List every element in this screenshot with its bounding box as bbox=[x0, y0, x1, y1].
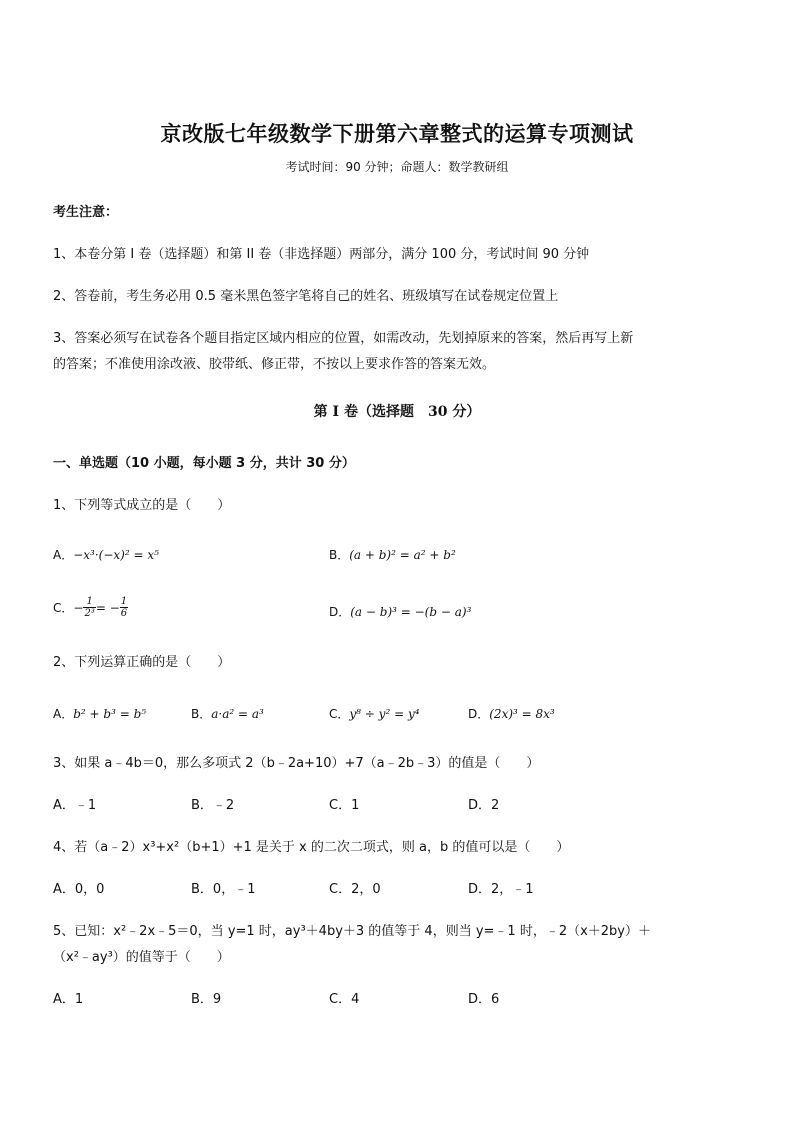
question-3-option-c: C．1 bbox=[329, 798, 360, 813]
option-label: A． bbox=[53, 707, 74, 721]
option-expression: b² + b³ = b⁵ bbox=[73, 707, 147, 721]
option-prefix: − bbox=[73, 601, 84, 615]
option-expression: −x³·(−x)² = x⁵ bbox=[73, 548, 159, 562]
fraction-numerator: 1 bbox=[83, 596, 95, 608]
option-label: C． bbox=[53, 601, 74, 615]
question-1-option-d bbox=[329, 601, 471, 620]
section-title: 第 I 卷（选择题 30 分） bbox=[313, 404, 481, 420]
question-4-option-a: A．0，0 bbox=[53, 882, 105, 897]
option-label: C． bbox=[329, 707, 350, 721]
question-1-option-a bbox=[53, 544, 159, 563]
fraction-right bbox=[120, 596, 128, 619]
option-label: A． bbox=[53, 548, 74, 562]
question-3-stem: 3、如果 a﹣4b＝0，那么多项式 2（b﹣2a+10）+7（a﹣2b﹣3）的值是（ ） bbox=[53, 756, 540, 771]
question-1-option-c bbox=[53, 596, 128, 619]
question-2-option-b bbox=[191, 703, 264, 722]
option-label: B． bbox=[191, 707, 212, 721]
question-1-stem: 1、下列等式成立的是（ ） bbox=[53, 498, 231, 513]
fraction-denominator: 6 bbox=[120, 608, 128, 619]
question-1-option-b bbox=[329, 544, 456, 563]
notice-item-3: 3、答案必须写在试卷各个题目指定区域内相应的位置，如需改动，先划掉原来的答案，然后再写上新 bbox=[53, 331, 634, 346]
part-heading: 一、单选题（10 小题，每小题 3 分，共计 30 分） bbox=[53, 456, 355, 471]
fraction-left bbox=[83, 596, 95, 619]
option-expression: (a + b)² = a² + b² bbox=[349, 548, 456, 562]
question-4-option-c: C．2，0 bbox=[329, 882, 381, 897]
notice-item-2: 2、答卷前，考生务必用 0.5 毫米黑色签字笔将自己的姓名、班级填写在试卷规定位置上 bbox=[53, 289, 559, 304]
question-2-option-c bbox=[329, 703, 420, 722]
option-expression: (2x)³ = 8x³ bbox=[489, 707, 555, 721]
fraction-numerator: 1 bbox=[120, 596, 128, 607]
page-title: 京改版七年级数学下册第六章整式的运算专项测试 bbox=[160, 121, 634, 146]
question-3-option-d: D．2 bbox=[468, 798, 500, 813]
notice-item-1: 1、本卷分第 I 卷（选择题）和第 II 卷（非选择题）两部分，满分 100 分，考试时间 90 分钟 bbox=[53, 247, 590, 262]
question-5-option-c: C．4 bbox=[329, 992, 360, 1007]
question-2-option-a bbox=[53, 703, 146, 722]
option-middle: = − bbox=[95, 601, 120, 615]
question-4-option-d: D．2，﹣1 bbox=[468, 882, 534, 897]
question-3-option-b: B．﹣2 bbox=[191, 798, 235, 813]
question-4-stem: 4、若（a﹣2）x³+x²（b+1）+1 是关于 x 的二次二项式，则 a，b 的值可以是（ ） bbox=[53, 840, 570, 855]
notice-item-3-cont: 的答案；不准使用涂改液、胶带纸、修正带，不按以上要求作答的答案无效。 bbox=[53, 357, 496, 372]
question-5-option-b: B．9 bbox=[191, 992, 222, 1007]
question-4-option-b: B．0，﹣1 bbox=[191, 882, 256, 897]
option-expression: y⁸ ÷ y² = y⁴ bbox=[349, 707, 420, 721]
question-2-stem: 2、下列运算正确的是（ ） bbox=[53, 655, 231, 670]
option-label: B． bbox=[329, 548, 350, 562]
question-2-option-d bbox=[468, 703, 555, 722]
question-5-option-d: D．6 bbox=[468, 992, 500, 1007]
notice-heading: 考生注意： bbox=[53, 205, 119, 220]
question-5-stem-line-1: 5、已知：x²﹣2x﹣5＝0，当 y=1 时，ay³＋4by＋3 的值等于 4，则当 y=﹣1 时，﹣2（x＋2by）＋ bbox=[53, 924, 652, 939]
exam-info: 考试时间：90 分钟；命题人：数学教研组 bbox=[285, 160, 509, 174]
option-expression: (a − b)³ = −(b − a)³ bbox=[350, 605, 472, 619]
option-label: D． bbox=[468, 707, 490, 721]
option-label: D． bbox=[329, 605, 351, 619]
question-3-option-a: A．﹣1 bbox=[53, 798, 97, 813]
fraction-denominator: 2³ bbox=[84, 608, 95, 619]
question-5-option-a: A．1 bbox=[53, 992, 84, 1007]
option-expression: a·a² = a³ bbox=[211, 707, 264, 721]
question-5-stem-line-2: （x²﹣ay³）的值等于（ ） bbox=[53, 950, 230, 965]
